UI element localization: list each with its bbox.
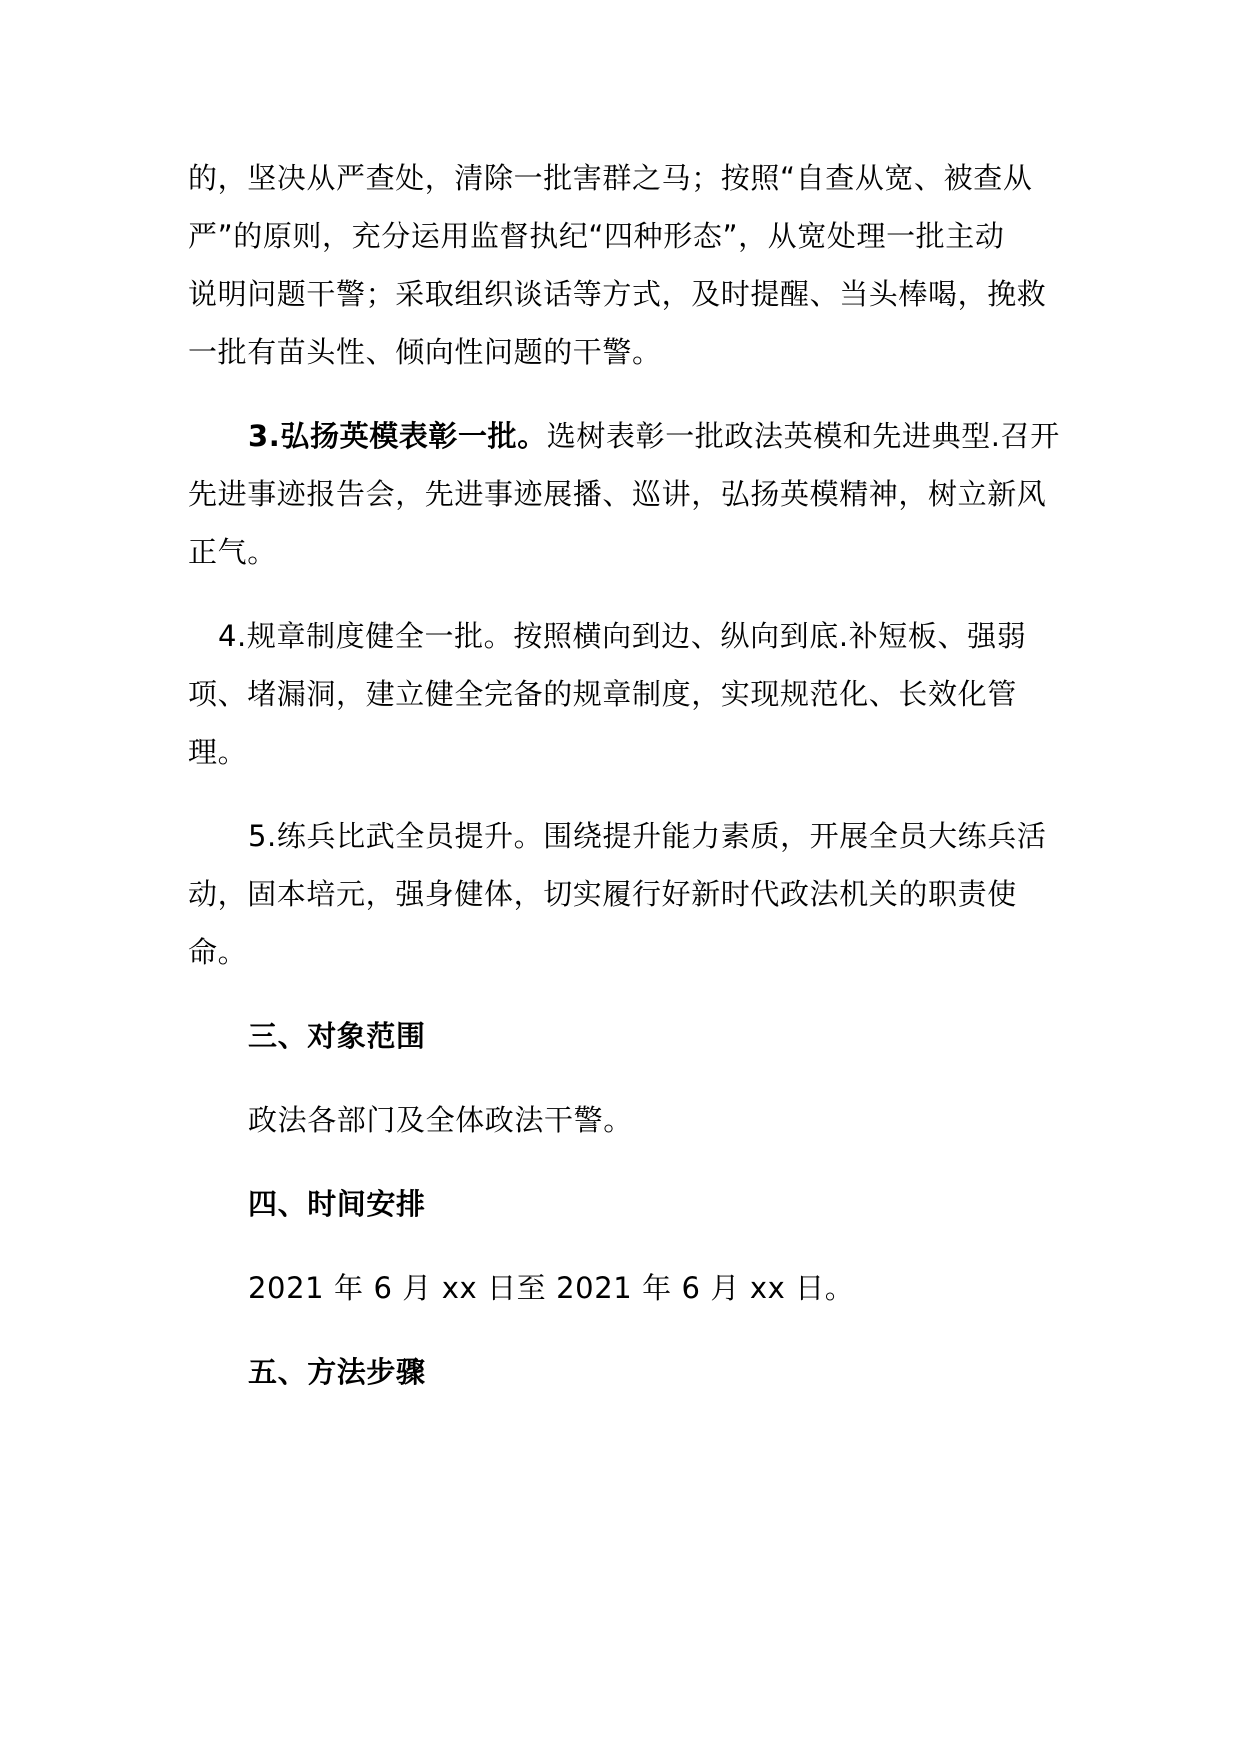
paragraph-line: 命。 [188, 935, 248, 969]
paragraph-line: 项、堵漏洞，建立健全完备的规章制度，实现规范化、长效化管 [188, 677, 1017, 711]
paragraph-line: 理。 [188, 735, 248, 769]
paragraph-line: 正气。 [188, 535, 277, 569]
paragraph-line: 一批有苗头性、倾向性问题的干警。 [188, 335, 662, 369]
paragraph-line: 先进事迹报告会，先进事迹展播、巡讲，弘扬英模精神，树立新风 [188, 477, 1047, 511]
section-body: 政法各部门及全体政法干警。 [248, 1103, 633, 1137]
paragraph-first-line [248, 416, 1060, 456]
paragraph-line: 4.规章制度健全一批。按照横向到边、纵向到底.补短板、强弱 [218, 619, 1027, 653]
item-heading: 3.弘扬英模表彰一批。 [248, 419, 547, 453]
paragraph-line: 说明问题干警；采取组织谈话等方式，及时提醒、当头棒喝，挽救 [188, 277, 1047, 311]
section-heading: 五、方法步骤 [248, 1355, 426, 1389]
item-text: 选树表彰一批政法英模和先进典型.召开 [546, 419, 1060, 453]
section-heading: 四、时间安排 [248, 1187, 426, 1221]
paragraph-line: 的，坚决从严查处，清除一批害群之马；按照“自查从宽、被查从 [188, 161, 1033, 195]
section-body: 2021 年 6 月 xx 日至 2021 年 6 月 xx 日。 [248, 1271, 855, 1305]
paragraph-line: 5.练兵比武全员提升。围绕提升能力素质，开展全员大练兵活 [248, 819, 1047, 853]
paragraph-line: 严”的原则，充分运用监督执纪“四种形态”，从宽处理一批主动 [188, 219, 1005, 253]
section-heading: 三、对象范围 [248, 1019, 426, 1053]
paragraph-line: 动，固本培元，强身健体，切实履行好新时代政法机关的职责使 [188, 877, 1017, 911]
